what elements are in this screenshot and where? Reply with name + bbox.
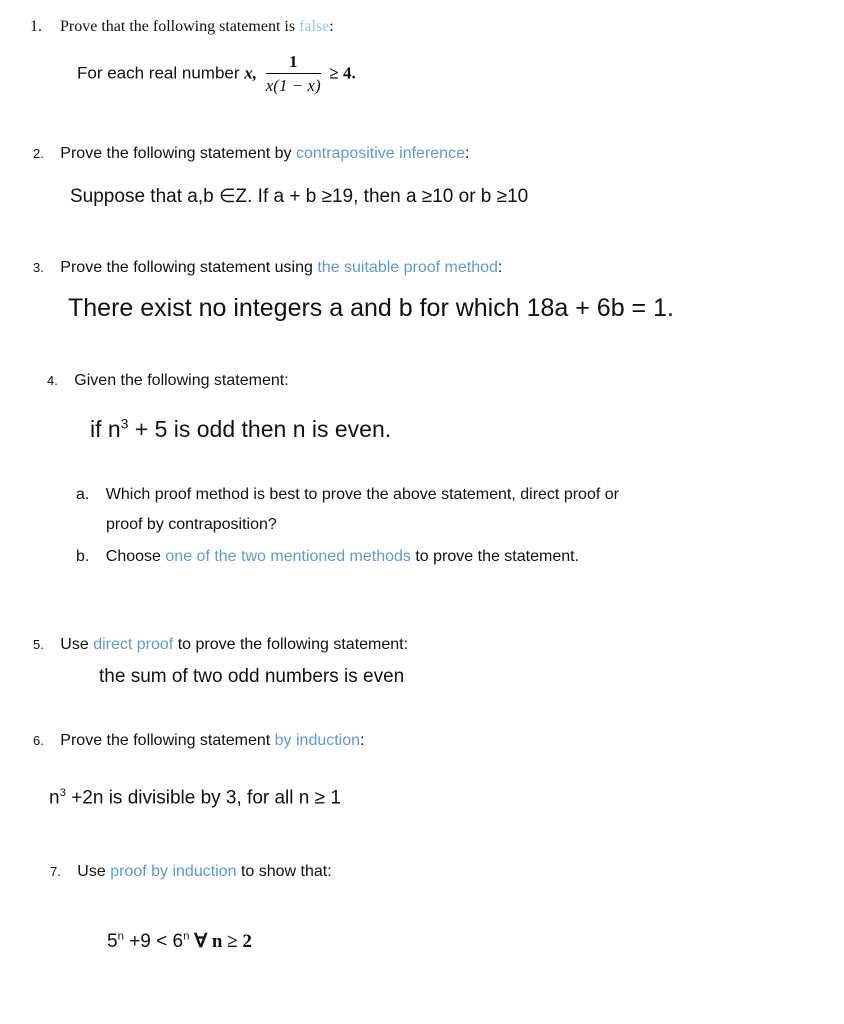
question-5-statement: the sum of two odd numbers is even — [99, 666, 405, 687]
highlight-text: the suitable proof method — [317, 259, 498, 276]
question-1-heading — [30, 18, 334, 36]
highlight-text: by induction — [274, 732, 361, 749]
highlight-text: one of the two mentioned methods — [165, 548, 411, 565]
inequality-suffix: ≥ 4. — [329, 63, 356, 83]
variable-x: x, — [244, 63, 258, 83]
question-3-heading — [33, 259, 502, 277]
highlight-text: contrapositive inference — [295, 145, 465, 162]
question-2-heading — [33, 145, 469, 163]
question-lead: Prove the following statement — [60, 732, 271, 749]
colon: : — [497, 259, 503, 276]
question-lead: Prove the following statement by — [60, 145, 292, 162]
question-lead: Prove that the following statement is — [60, 18, 296, 35]
question-lead: Prove the following statement using — [60, 259, 313, 276]
statement-part: if n — [90, 416, 121, 442]
question-4-statement — [90, 416, 391, 443]
fraction-numerator: 1 — [266, 52, 321, 74]
exponent: n — [183, 930, 190, 943]
question-tail: to show that: — [240, 863, 332, 880]
exponent: 3 — [120, 416, 129, 432]
statement-part: +9 < 6 — [123, 931, 184, 952]
question-7-statement — [107, 930, 252, 953]
question-4a-line2: proof by contraposition? — [106, 516, 277, 533]
question-number: 3. — [33, 260, 44, 275]
statement-part: + 5 is odd then n is even. — [128, 416, 392, 442]
question-tail: to prove the following statement: — [177, 636, 409, 653]
question-lead: Given the following statement: — [74, 372, 289, 389]
colon: : — [360, 732, 365, 749]
question-4b — [76, 548, 579, 566]
question-6-statement — [49, 787, 341, 809]
statement-part: 5 — [107, 931, 118, 952]
highlight-text: proof by induction — [110, 863, 237, 880]
question-lead: Use — [77, 863, 106, 880]
question-number: 7. — [50, 864, 61, 879]
sub-label: a. — [76, 486, 90, 503]
question-1-statement — [77, 52, 356, 96]
highlight-text: direct proof — [93, 636, 174, 653]
question-7-heading — [50, 863, 332, 881]
question-6-heading — [33, 732, 364, 750]
question-number: 1. — [30, 18, 42, 35]
sub-question-lead: Choose — [105, 548, 161, 565]
question-4a — [76, 486, 619, 504]
highlight-text: false — [299, 18, 330, 35]
question-number: 4. — [47, 373, 58, 388]
question-2-statement: Suppose that a,b ∈Z. If a + b ≥19, then a ≥10 or b ≥10 — [70, 186, 529, 207]
question-3-statement: There exist no integers a and b for which 18a + 6b = 1. — [68, 294, 674, 322]
fraction — [266, 52, 321, 96]
colon: : — [464, 145, 470, 162]
statement-prefix: For each real number — [77, 63, 240, 83]
question-lead: Use — [60, 636, 89, 653]
statement-part: ∀ n ≥ 2 — [189, 931, 252, 952]
question-number: 6. — [33, 733, 44, 748]
fraction-denominator: x(1 − x) — [265, 76, 321, 95]
statement-part: n — [49, 787, 60, 809]
sub-question-tail: to prove the statement. — [415, 548, 580, 565]
colon: : — [329, 18, 334, 35]
statement-part: +2n is divisible by 3, for all n ≥ 1 — [65, 787, 341, 809]
question-number: 5. — [33, 637, 44, 652]
exponent: n — [117, 930, 124, 943]
question-4-heading — [47, 372, 289, 390]
sub-label: b. — [76, 548, 90, 565]
sub-question-line: Which proof method is best to prove the above statement, direct proof or — [105, 486, 619, 503]
question-5-heading — [33, 636, 408, 654]
exponent: 3 — [59, 787, 66, 799]
question-number: 2. — [33, 146, 44, 161]
